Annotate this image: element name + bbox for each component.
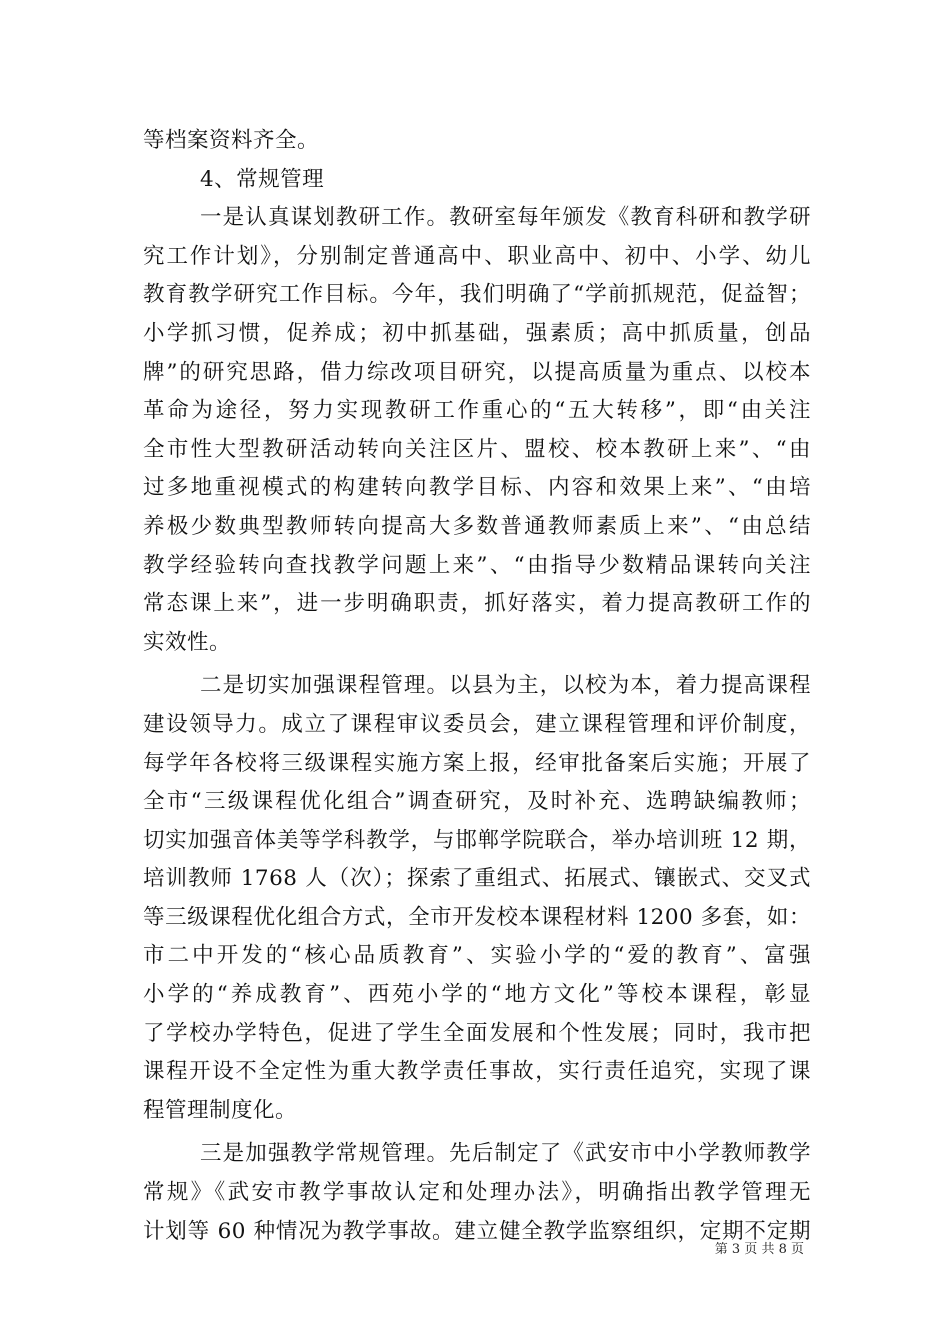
text-line: 课程开设不全定性为重大教学责任事故，实行责任追究，实现了课 (143, 1059, 811, 1085)
text-line: 常规》《武安市教学事故认定和处理办法》，明确指出教学管理无 (143, 1180, 811, 1206)
text-line: 牌”的研究思路，借力综改项目研究，以提高质量为重点、以校本 (143, 359, 811, 385)
text-line: 建设领导力。成立了课程审议委员会，建立课程管理和评价制度， (143, 711, 811, 737)
text-line: 教育教学研究工作目标。今年，我们明确了“学前抓规范，促益智； (143, 282, 811, 308)
text-line: 了学校办学特色，促进了学生全面发展和个性发展；同时，我市把 (143, 1020, 811, 1046)
text-line: 等档案资料齐全。 (143, 128, 320, 153)
text-line: 4、常规管理 (200, 166, 325, 192)
text-line: 实效性。 (143, 629, 232, 655)
text-line: 全市性大型教研活动转向关注区片、盟校、校本教研上来”、“由 (143, 436, 811, 462)
page-number: 第 3 页 共 8 页 (714, 1242, 804, 1257)
text-line: 教学经验转向查找教学问题上来”、“由指导少数精品课转向关注 (143, 552, 811, 578)
text-line: 革命为途径，努力实现教研工作重心的“五大转移”，即“由关注 (143, 398, 811, 424)
text-line: 究工作计划》，分别制定普通高中、职业高中、初中、小学、幼儿 (143, 243, 811, 269)
text-line: 养极少数典型教师转向提高大多数普通教师素质上来”、“由总结 (143, 513, 811, 539)
text-line: 等三级课程优化组合方式，全市开发校本课程材料 1200 多套，如： (143, 904, 811, 930)
text-line: 小学抓习惯，促养成；初中抓基础，强素质；高中抓质量，创品 (143, 320, 811, 346)
text-line: 程管理制度化。 (143, 1097, 298, 1123)
text-line: 切实加强音体美等学科教学，与邯郸学院联合，举办培训班 12 期， (143, 827, 811, 853)
text-line: 全市“三级课程优化组合”调查研究，及时补充、选聘缺编教师； (143, 789, 811, 815)
text-line: 小学的“养成教育”、西苑小学的“地方文化”等校本课程，彰显 (143, 982, 811, 1008)
text-line: 市二中开发的“核心品质教育”、实验小学的“爱的教育”、富强 (143, 943, 811, 969)
text-line: 培训教师 1768 人（次）；探索了重组式、拓展式、镶嵌式、交叉式 (143, 866, 811, 892)
text-line: 三是加强教学常规管理。先后制定了《武安市中小学教师教学 (200, 1141, 811, 1167)
text-line: 计划等 60 种情况为教学事故。建立健全教学监察组织，定期不定期 (143, 1218, 811, 1244)
document-body (143, 122, 811, 1251)
text-line: 过多地重视模式的构建转向教学目标、内容和效果上来”、“由培 (143, 475, 811, 501)
text-line: 每学年各校将三级课程实施方案上报，经审批备案后实施；开展了 (143, 750, 811, 776)
text-line: 二是切实加强课程管理。以县为主，以校为本，着力提高课程 (200, 673, 811, 699)
text-line: 一是认真谋划教研工作。教研室每年颁发《教育科研和教学研 (200, 205, 811, 231)
text-line: 常态课上来”，进一步明确职责，抓好落实，着力提高教研工作的 (143, 591, 811, 617)
